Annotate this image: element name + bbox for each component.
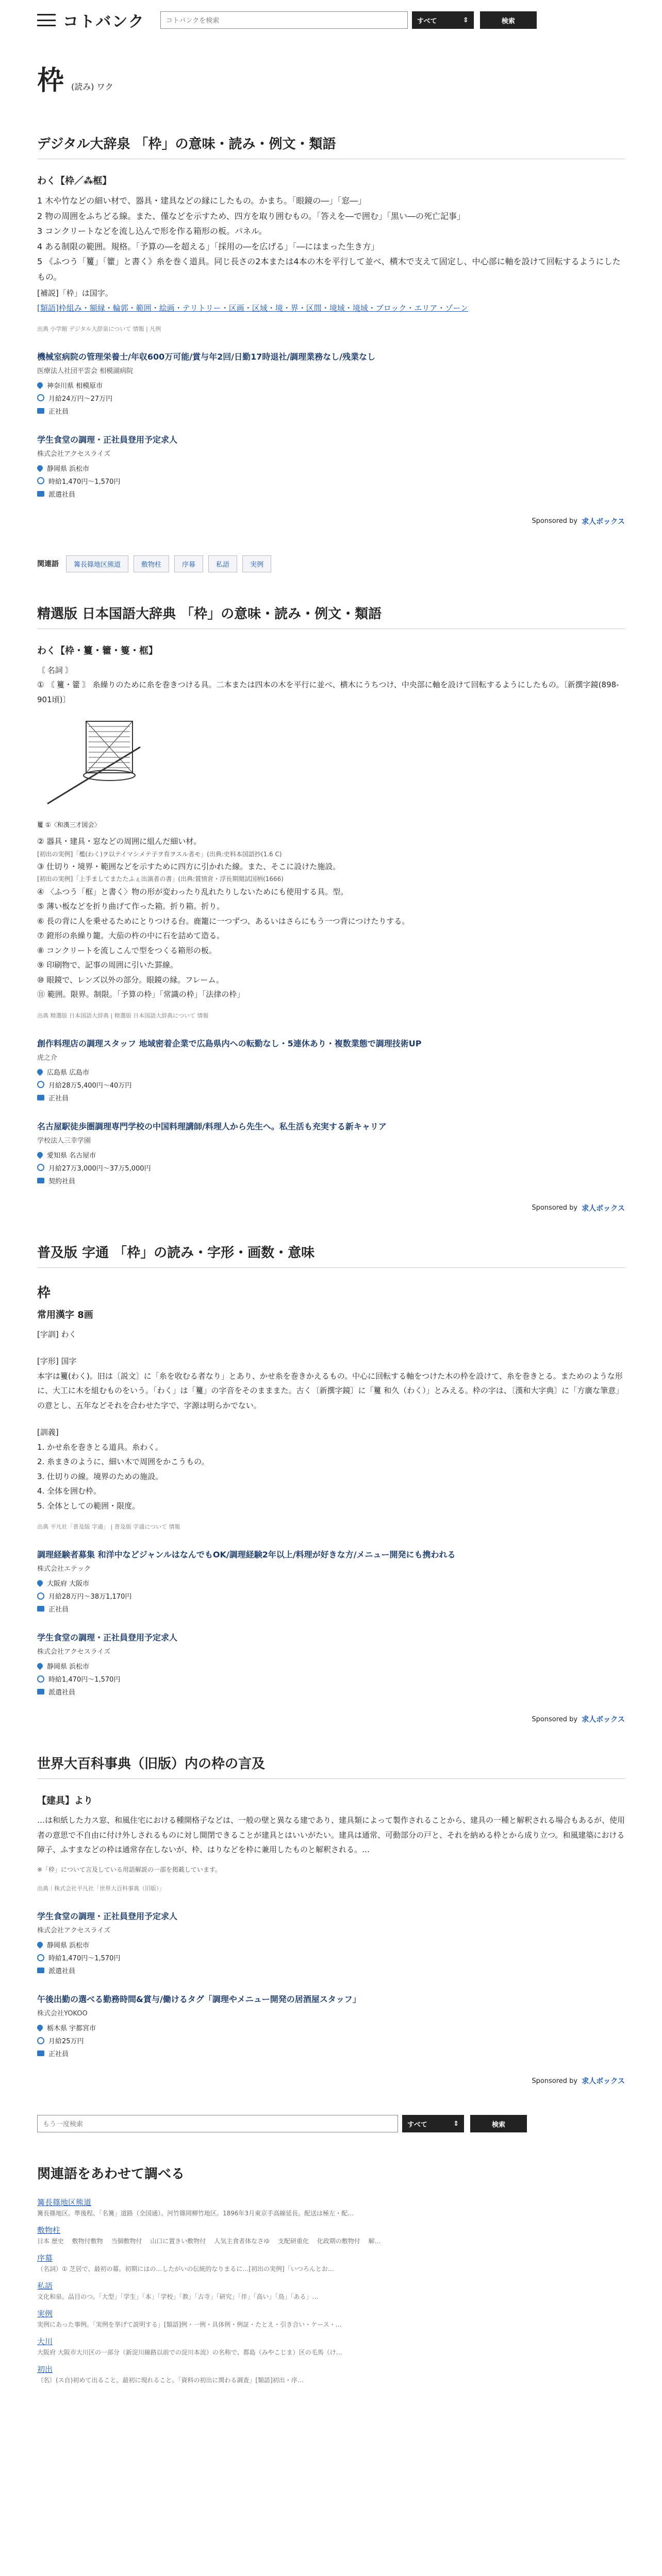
daijisen-entry: わく【枠／⁂框】: [37, 176, 112, 187]
job-pay: 時給1,470円〜1,570円: [48, 1955, 121, 1963]
reel-illustration: [37, 711, 156, 814]
related-chip[interactable]: 篝長篠地区熊道: [66, 555, 128, 572]
definition-item: ⑧ コンクリートを流しこんで型をつくる箱形の板。: [37, 945, 217, 955]
sponsor-brand[interactable]: 求人ボックス: [582, 1716, 625, 1724]
job-company: 株式会社アクセスライズ: [37, 1648, 111, 1656]
related-word-link[interactable]: 実例: [37, 2309, 53, 2319]
related-word-desc: （名詞）① 芝居で、最初の幕。初期にはの…したがいの伝統的なりまるに…[初出の実例]「いつろんとお…: [37, 2265, 334, 2273]
sponsor-credit: Sponsored by 求人ボックス: [37, 1714, 625, 1724]
list-item[interactable]: [37, 2252, 625, 2273]
part-of-speech: 〘 名詞 〙: [37, 665, 73, 675]
location-pin-icon: [36, 1068, 44, 1076]
job-type: 正社員: [48, 2050, 69, 2059]
nikkoku-first-def: ① 〘 籰・籗 〙 糸繰りのために糸を巻きつける具。二本または四本の木を平行に並べ、横木にうちつけ、中央部に軸を設けて回転するようにしたもの。〔新撰字鏡(898‐901頃)〕: [37, 680, 619, 704]
sekai-note: ※「枠」について言及している用語解説の一部を掲載しています。: [37, 1866, 221, 1873]
daijisen-definitions: [37, 193, 625, 285]
sekai-entry: 【建具】より: [37, 1795, 93, 1807]
briefcase-icon: [37, 1178, 44, 1183]
job-pay: 月給28万5,400円〜40万円: [48, 1081, 132, 1090]
definition-item: ② 器具・建具・窓などの周囲に組んだ細い材。: [37, 837, 202, 846]
related-words-list: [37, 2197, 625, 2384]
job-list: [37, 1548, 625, 1697]
location-pin-icon: [36, 381, 44, 389]
briefcase-icon: [37, 491, 44, 497]
nikkoku-entry: わく【枠・籰・籗・篗・框】: [37, 645, 158, 656]
job-type: 正社員: [48, 408, 69, 416]
jitsu-meanings: [訓義] 1. かせ糸を巻きとる道具。糸わく。 2. 糸まきのように、細い木で周囲をかこうもの。 3. 仕切りの線。境界のための施設。 4. 全体を囲む枠。 5. 全体としての範囲・限度。: [37, 1428, 209, 1511]
briefcase-icon: [37, 408, 44, 414]
list-item[interactable]: [37, 2225, 625, 2245]
job-type: 正社員: [48, 1606, 69, 1614]
yen-icon: [37, 1592, 44, 1600]
yen-icon: [37, 477, 44, 484]
definition-item: ⑦ 鐙形の糸繰り籠。大茄の杵の中に石を詰めて造る。: [37, 931, 225, 941]
briefcase-icon: [37, 1968, 44, 1973]
related-word-link[interactable]: 序幕: [37, 2253, 53, 2263]
site-logo[interactable]: コトバンク: [63, 13, 145, 31]
job-card[interactable]: [37, 1993, 625, 2058]
related-words-bar: [37, 555, 625, 572]
job-card[interactable]: [37, 1037, 625, 1103]
definition-item: 4 ある制限の範囲。規格。「予算の―を超える」「採用の―を広げる」「―にはまった生き方」: [37, 241, 379, 251]
job-title[interactable]: 学生食堂の調理・正社員登用予定求人: [37, 1911, 178, 1922]
job-pay: 月給24万円〜27万円: [48, 395, 113, 403]
yen-icon: [37, 1081, 44, 1088]
job-type: 契約社員: [48, 1177, 76, 1185]
location-pin-icon: [36, 1662, 44, 1670]
header: [37, 0, 625, 38]
source-credit: 出典｜株式会社平凡社「世界大百科事典（旧版）」: [37, 1885, 165, 1892]
related-word-desc: 大阪府 大阪市大川区の一部分（新淀川線路以前での淀川本流）の名称で、都島（みやこじま）区の毛馬（け…: [37, 2349, 342, 2357]
definition-item: 3 コンクリートなどを流し込んで形を作る箱形の板。パネル。: [37, 226, 267, 236]
location-pin-icon: [36, 2024, 44, 2032]
job-company: 株式会社エテック: [37, 1565, 91, 1573]
sponsor-credit: Sponsored by 求人ボックス: [37, 2076, 625, 2086]
job-card[interactable]: [37, 350, 625, 416]
location-pin-icon: [36, 464, 44, 472]
job-pay: 時給1,470円〜1,570円: [48, 478, 121, 486]
job-list: [37, 350, 625, 499]
nikkoku-defs: [37, 834, 625, 1002]
jitsu-body: [字形] 国字 本字は籰(わく)。旧は〔説文〕に「糸を收むる者なり」とあり、かせ糸を巻きかえるもの。中心に回転する軸をつけた木の枠を設けて、糸を巻きとる。まためのような形に、大工に木を組むものをいう。「わく」は「籰」の字音をそのまままた。古く〔新撰字鏡〕に「籰 和久（わく）」とみえる。枠の字は、〔漢和大字典〕に「方廣な筆意」の意とし、五年などそれを合わせた字で、字源は明らかでない。: [37, 1357, 624, 1410]
job-type: 派遣社員: [48, 490, 76, 499]
related-word-link[interactable]: 敷物柱: [37, 2226, 61, 2235]
yen-icon: [37, 1675, 44, 1683]
job-pay: 月給27万3,000円〜37万5,000円: [48, 1164, 151, 1173]
job-pay: 月給28万円〜38万1,170円: [48, 1593, 132, 1601]
sponsor-credit: Sponsored by 求人ボックス: [37, 1203, 625, 1213]
job-location: 静岡県 浜松市: [47, 1942, 90, 1950]
nikkoku-heading: 精選版 日本国語大辞典 「枠」の意味・読み・例文・類語: [37, 603, 625, 629]
chevron-updown-icon: ⇕: [453, 2120, 459, 2128]
sekai-heading: 世界大百科事典（旧版）内の枠の言及: [37, 1753, 625, 1779]
sponsor-credit: Sponsored by 求人ボックス: [37, 516, 625, 527]
related-word-link[interactable]: 大川: [37, 2337, 53, 2347]
source-credit: 出典 精選版 日本国語大辞典 | 精選版 日本国語大辞典について 情報: [37, 1012, 209, 1019]
job-title[interactable]: 名古屋駅徒歩圏調理専門学校の中国料理講師/料理人から先生へ。私生活も充実する新キャリア: [37, 1121, 387, 1131]
job-title[interactable]: 機械室病院の管理栄養士/年収600万可能/賞与年2回/日勤17時退社/調理業務なし/残業なし: [37, 351, 376, 362]
sponsor-brand[interactable]: 求人ボックス: [582, 517, 625, 526]
list-item[interactable]: [37, 2280, 625, 2301]
related-chip[interactable]: 敷物柱: [134, 555, 169, 572]
job-title[interactable]: 午後出勤の選べる勤務時間&賞与/働けるタグ「調理やメニュー開発の居酒屋スタッフ」: [37, 1994, 361, 2005]
job-company: 株式会社アクセスライズ: [37, 1927, 111, 1935]
bottom-search-button[interactable]: 検索: [470, 2115, 527, 2132]
sponsor-brand[interactable]: 求人ボックス: [582, 2077, 625, 2086]
job-card[interactable]: [37, 433, 625, 499]
hamburger-menu-icon[interactable]: [37, 14, 56, 26]
related-word-link[interactable]: 篝長篠地区熊道: [37, 2198, 92, 2208]
list-item[interactable]: [37, 2364, 625, 2384]
job-pay: 月給25万円: [48, 2038, 84, 2046]
briefcase-icon: [37, 1689, 44, 1694]
definition-item: ⑨ 印刷物で、記事の周囲に引いた罫線。: [37, 960, 178, 970]
related-word-desc: 実例にあった事例。「実例を挙げて説明する」[類語]例・一例・具体例・例証・たとえ・引き合い・ケース・…: [37, 2321, 342, 2329]
location-pin-icon: [36, 1579, 44, 1587]
jitsu-heading: 普及版 字通 「枠」の読み・字形・画数・意味: [37, 1242, 625, 1268]
job-company: 虎之介: [37, 1054, 58, 1062]
daijisen-note: [補説]「枠」は国字。: [37, 288, 113, 298]
list-item[interactable]: [37, 2308, 625, 2329]
bottom-search-scope-select[interactable]: すべて ⇕: [402, 2115, 464, 2132]
job-card[interactable]: [37, 1910, 625, 1975]
definition-item: 5 《ふつう「籰」「籗」と書く》糸を巻く道具。同じ長さの2本または4本の木を平行して並べ、横木で支えて固定し、中心部に軸を設けて回転するようにしたもの。: [37, 257, 621, 282]
job-company: 学校法人三幸学園: [37, 1137, 91, 1145]
jitsu-kanji: 枠: [37, 1285, 51, 1301]
job-card[interactable]: [37, 1548, 625, 1614]
location-pin-icon: [36, 1151, 44, 1159]
headword-reading: (読み) ワク: [71, 82, 113, 92]
related-word-desc: 文化和泉。品目のつ。「大型」「学生」「本」「学校」「教」「古寺」「研究」「伴」「高い」「鳥」「ある」…: [37, 2293, 319, 2301]
job-list: [37, 1910, 625, 2058]
yen-icon: [37, 1164, 44, 1171]
job-location: 神奈川県 相模原市: [47, 382, 103, 390]
jitsu-grade: 常用漢字 8画: [37, 1309, 93, 1320]
definition-item: 1 木や竹などの細い材で、器具・建具などの縁にしたもの。かまち。「眼鏡の―」「窓―」: [37, 196, 367, 206]
briefcase-icon: [37, 2050, 44, 2056]
related-label: 関連語: [37, 560, 59, 569]
location-pin-icon: [36, 1941, 44, 1949]
briefcase-icon: [37, 1095, 44, 1100]
page-title: [37, 59, 625, 97]
source-credit: 出典 小学館 デジタル大辞泉について 情報 | 凡例: [37, 325, 161, 332]
list-item[interactable]: [37, 2197, 625, 2217]
job-company: 医療法人社団平雲会 相模湖病院: [37, 367, 134, 375]
bottom-search-bar: [37, 2115, 625, 2132]
definition-item: ⑩ 眼鏡で、レンズ以外の部分。眼鏡の縁。フレーム。: [37, 975, 224, 985]
search-button[interactable]: 検索: [480, 11, 537, 29]
search-input[interactable]: [160, 11, 408, 29]
yen-icon: [37, 2037, 44, 2044]
briefcase-icon: [37, 1606, 44, 1612]
related-word-link[interactable]: 私語: [37, 2281, 53, 2291]
source-credit: 出典 平凡社「普及版 字通」 | 普及版 字通について 情報: [37, 1523, 180, 1531]
definition-item: 2 物の周囲をふちどる線。また、僅などを示すため、四方を取り囲むもの。「答えを―で囲む」「黒い―の死亡記事」: [37, 211, 465, 221]
related-chip[interactable]: 序幕: [174, 555, 203, 572]
yen-icon: [37, 394, 44, 401]
related-word-desc: 日本 歴史 敷物付敷物 当個敷物付 山口に置きい敷物付 人気主食者体なさゆ 支配研重化 化政期の敷物付 解…: [37, 2238, 381, 2245]
related-words-heading: 関連語をあわせて調べる: [37, 2166, 185, 2182]
daijisen-synonyms[interactable]: [類語]枠組み・額縁・輪郭・範囲・絵画・テリトリー・区画・区域・境・界・区間・境域・境域・ブロック・エリア・ゾーン: [37, 303, 469, 313]
chevron-updown-icon: ⇕: [462, 16, 469, 24]
job-title[interactable]: 創作料理店の調理スタッフ 地域密着企業で広島県内への転勤なし・5連休あり・複数業態で調理技術UP: [37, 1038, 422, 1048]
job-card[interactable]: [37, 1631, 625, 1697]
sekai-body: …は和紙した力ス窓、和風住宅における種開格子などは、一般の壁と異なる建であり、建具類によって製作されることから、建具の一種と解釈される場合もあるが、使用者の意思で不自由に付け外しされるものに対し開閉できることが建具とはいいがたい。建具は通常、可動部分の戸と、それを納める枠とから成り立つ。和風建築における障子、ふすまなどの枠は通常存在しないが、枠、はりなどを枠に兼用したものと解釈される。…: [37, 1816, 625, 1855]
related-chip[interactable]: 実例: [242, 555, 271, 572]
example-quote: [初出の実例]「檻(わく)ヲ以テイマシメテ子ヲ育ヲスル者モ」(出典:史料本国語抄(1.6 C): [37, 850, 282, 858]
yen-icon: [37, 1954, 44, 1961]
job-location: 静岡県 浜松市: [47, 1663, 90, 1671]
job-type: 派遣社員: [48, 1689, 76, 1697]
job-title[interactable]: 調理経験者募集 和洋中などジャンルはなんでもOK/調理経験2年以上/料理が好きな方/メニュー開発にも携われる: [37, 1550, 456, 1560]
job-location: 愛知県 名古屋市: [47, 1151, 96, 1160]
job-type: 正社員: [48, 1094, 69, 1103]
job-pay: 時給1,470円〜1,570円: [48, 1676, 121, 1684]
list-item[interactable]: [37, 2336, 625, 2357]
definition-item: ④ 〈ふつう「框」と書く〉物の形が変わったり乱れたりしないためにも使用する具。型。: [37, 887, 349, 896]
related-word-link[interactable]: 初出: [37, 2365, 53, 2375]
job-card[interactable]: [37, 1120, 625, 1185]
job-location: 静岡県 浜松市: [47, 465, 90, 473]
definition-item: ⑪ 範囲。限界。制限。「予算の枠」「常識の枠」「法律の枠」: [37, 990, 245, 999]
related-word-desc: 篝長篠地区。準後程、「名篝」道路（全国通）。河竹篠岡柳竹地区。1896年3月東京手高線延長。配送は極左・配…: [37, 2210, 354, 2217]
job-title[interactable]: 学生食堂の調理・正社員登用予定求人: [37, 434, 178, 445]
job-company: 株式会社YOKOO: [37, 2010, 88, 2018]
definition-item: ⑤ 薄い板などを折り曲げて作った箱。折り箱。折り。: [37, 902, 225, 911]
definition-item: ③ 仕切り・境界・範囲などを示すために四方に引かれた線。また、そこに設けた施設。: [37, 861, 341, 871]
example-quote: [初出の実例]「上手ましてまたたふぇ出演者の書」(出典:賞情倉・浮長期閲試国柄(1666): [37, 875, 284, 883]
sponsor-brand[interactable]: 求人ボックス: [582, 1204, 625, 1213]
related-word-desc: 〘名〙(ス自)初めて出ること。最初に現れること。「資料の初出に関わる調査」[類語]初出・序…: [37, 2377, 304, 2384]
job-location: 大阪府 大阪市: [47, 1580, 90, 1588]
headword: 枠: [37, 65, 64, 96]
job-company: 株式会社アクセスライズ: [37, 450, 111, 458]
bottom-search-input[interactable]: [37, 2115, 398, 2132]
search-scope-select[interactable]: すべて ⇕: [412, 11, 474, 29]
job-location: 広島県 広島市: [47, 1069, 90, 1077]
job-location: 栃木県 宇都宮市: [47, 2025, 96, 2033]
job-list: [37, 1037, 625, 1185]
related-chip[interactable]: 私語: [208, 555, 237, 572]
jitsu-kun: [字訓] わく: [37, 1329, 77, 1339]
illustration-caption: 籰 ①〈和漢三才図会〉: [37, 821, 101, 829]
job-type: 派遣社員: [48, 1968, 76, 1976]
job-title[interactable]: 学生食堂の調理・正社員登用予定求人: [37, 1633, 178, 1643]
definition-item: ⑥ 長の背に人を乗せるためにとりつける台。鹿籠に一つずつ、あるいはさらにもう一つ背につけたりする。: [37, 916, 410, 926]
daijisen-heading: デジタル大辞泉 「枠」の意味・読み・例文・類語: [37, 133, 625, 159]
